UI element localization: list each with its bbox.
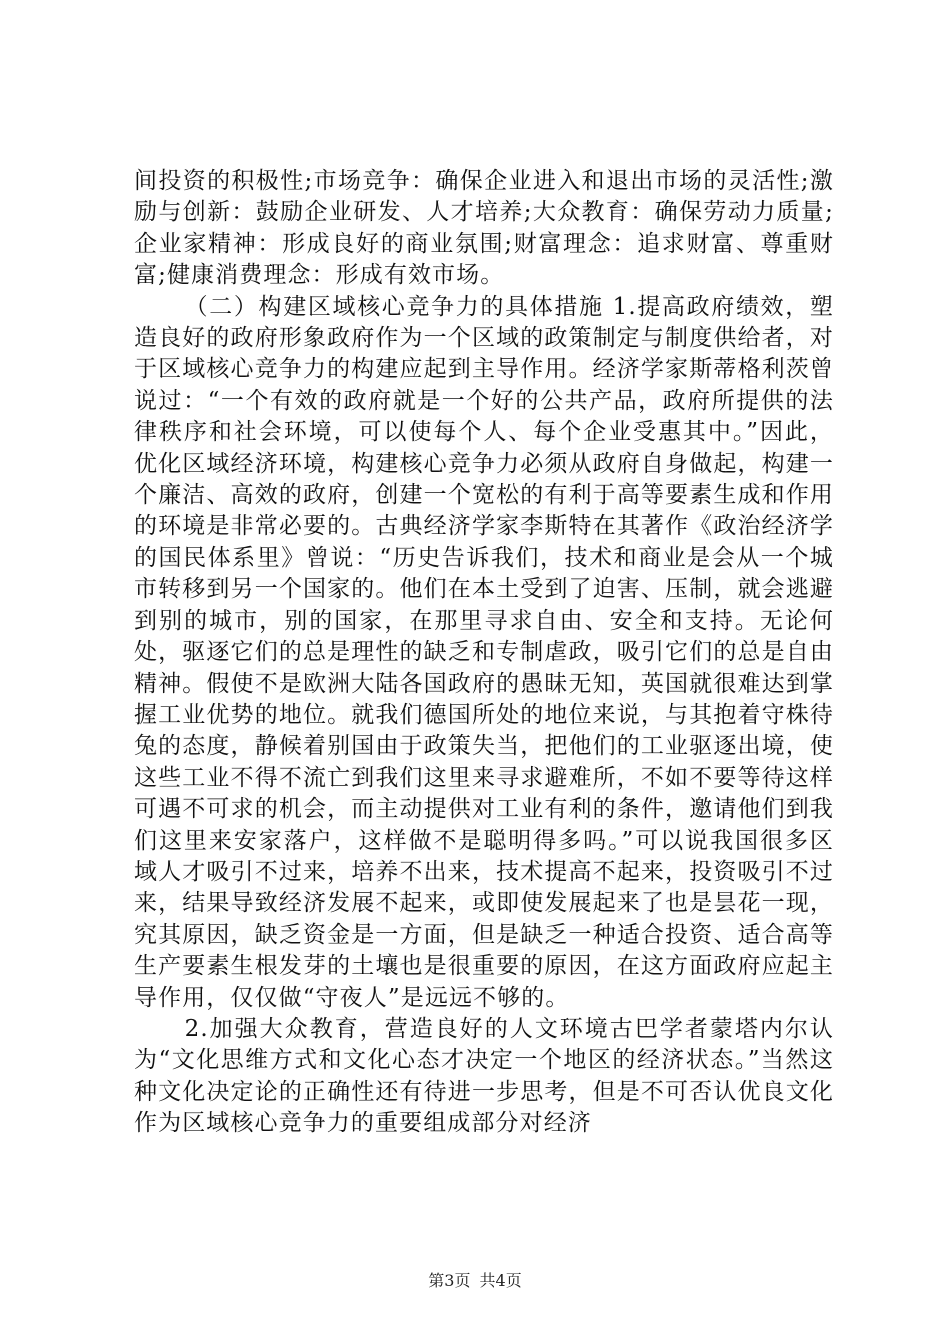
page-total: 共4页	[479, 1271, 522, 1290]
paragraph-continuation: 间投资的积极性;市场竞争：确保企业进入和退出市场的灵活性;激励与创新：鼓励企业研发、人才培养;大众教育：确保劳动力质量;企业家精神：形成良好的商业氛围;财富理念：追求财富、尊重财富;健康消费理念：形成有效市场。	[134, 168, 834, 289]
paragraph-government-performance: （二）构建区域核心竞争力的具体措施 1.提高政府绩效，塑造良好的政府形象政府作为一个区域的政策制定与制度供给者，对于区域核心竞争力的构建应起到主导作用。经济学家斯蒂格利茨曾说过：“一个有效的政府就是一个好的公共产品，政府所提供的法律秩序和社会环境，可以使每个人、每个企业受惠其中。”因此，优化区域经济环境，构建核心竞争力必须从政府自身做起，构建一个廉洁、高效的政府，创建一个宽松的有利于高等要素生成和作用的环境是非常必要的。古典经济学家李斯特在其著作《政治经济学的国民体系里》曾说：“历史告诉我们，技术和商业是会从一个城市转移到另一个国家的。他们在本土受到了迫害、压制，就会逃避到别的城市，别的国家，在那里寻求自由、安全和支持。无论何处，驱逐它们的总是理性的缺乏和专制虐政，吸引它们的总是自由精神。假使不是欧洲大陆各国政府的愚昧无知，英国就很难达到掌握工业优势的地位。就我们德国所处的地位来说，与其抱着守株待兔的态度，静候着别国由于政策失当，把他们的工业驱逐出境，使这些工业不得不流亡到我们这里来寻求避难所，不如不要等待这样可遇不可求的机会，而主动提供对工业有利的条件，邀请他们到我们这里来安家落户，这样做不是聪明得多吗。”可以说我国很多区域人才吸引不过来，培养不出来，技术提高不起来，投资吸引不过来，结果导致经济发展不起来，或即使发展起来了也是昙花一现，究其原因，缺乏资金是一方面，但是缺乏一种适合投资、适合高等生产要素生根发芽的土壤也是很重要的原因，在这方面政府应起主导作用，仅仅做“守夜人”是远远不够的。	[134, 293, 834, 1011]
page-footer	[0, 1271, 950, 1291]
page-number: 第3页	[428, 1271, 471, 1290]
document-body	[134, 166, 834, 1140]
paragraph-public-education: 2.加强大众教育，营造良好的人文环境古巴学者蒙塔内尔认为“文化思维方式和文化心态才决定一个地区的经济状态。”当然这种文化决定论的正确性还有待进一步思考，但是不可否认优良文化作为区域核心竞争力的重要组成部分对经济	[134, 1015, 834, 1137]
